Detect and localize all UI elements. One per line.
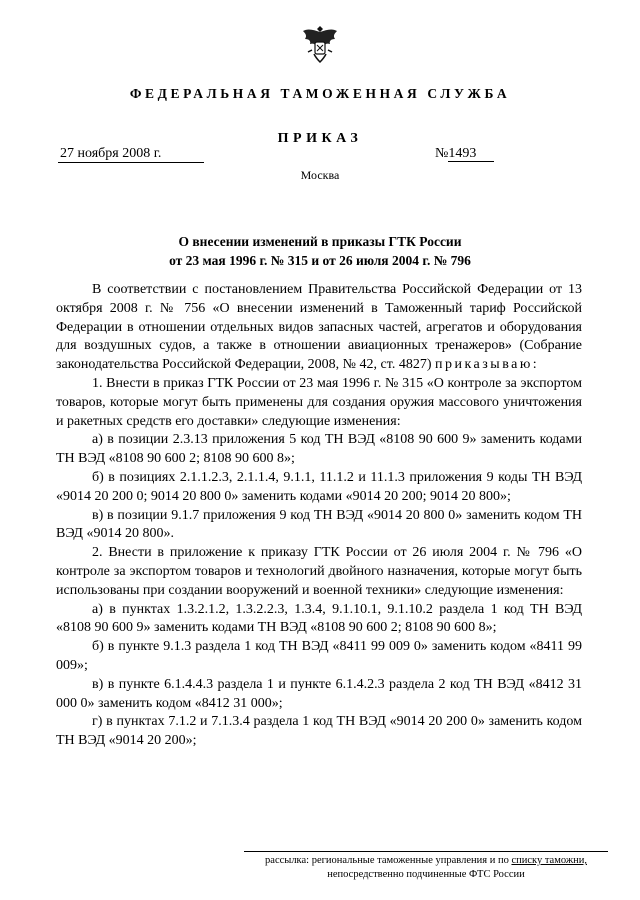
item-2-g: г) в пунктах 7.1.2 и 7.1.3.4 раздела 1 код ТН ВЭД «9014 20 200 0» заменить кодом ТН ВЭД «9014 20 200»; (56, 714, 582, 749)
order-subject (80, 232, 560, 270)
item-1-a: а) в позиции 2.3.13 приложения 5 код ТН ВЭД «8108 90 600 9» заменить кодами ТН ВЭД «8108 90 600 2; 8108 90 600 8»; (56, 432, 582, 467)
subject-line-2: от 23 мая 1996 г. № 315 и от 26 июля 2004 г. № 796 (169, 253, 471, 268)
item-2-b: б) в пункте 9.1.3 раздела 1 код ТН ВЭД «8411 99 009 0» заменить кодом «8411 99 009»; (56, 639, 582, 673)
distribution-line-1 (244, 854, 608, 868)
distribution-note (244, 854, 608, 882)
distribution-line-2: непосредственно подчиненные ФТС России (327, 869, 525, 880)
item-2: 2. Внести в приложение к приказу ГТК России от 26 июля 2004 г. № 796 «О контроле за экспортом товаров и технологий двойного назначения, которые могут быть использованы при создании вооружений и военной техники» следующие изменения: (56, 545, 582, 598)
order-body (56, 281, 582, 751)
city: Москва (300, 168, 340, 182)
order-word: приказываю: (434, 357, 540, 373)
distribution-link: списку таможни, (511, 855, 587, 866)
document-type: ПРИКАЗ (277, 131, 363, 146)
order-number-value: 1493 (448, 146, 494, 162)
item-1: 1. Внести в приказ ГТК России от 23 мая 1996 г. № 315 «О контроле за экспортом товаров, которые могут быть применены для создания оружия массового уничтожения и ракетных средств его доставки» следующие изменения: (56, 375, 582, 429)
item-1-b: б) в позициях 2.1.1.2.3, 2.1.1.4, 9.1.1, 11.1.2 и 11.1.3 приложения 9 коды ТН ВЭД «9014 20 200 0; 9014 20 800 0» заменить кодами «9014 20 200; 9014 20 800»; (56, 469, 582, 504)
item-2-v: в) в пункте 6.1.4.4.3 раздела 1 и пункте 6.1.4.2.3 раздела 2 код ТН ВЭД «8412 31 000 0» заменить кодом «8412 31 000»; (56, 676, 582, 711)
item-2-a: а) в пунктах 1.3.2.1.2, 1.3.2.2.3, 1.3.4, 9.1.10.1, 9.1.10.2 раздела 1 код ТН ВЭД «8108 90 600 9» заменить кодами ТН ВЭД «8108 90 600 2; 8108 90 600 8»; (56, 601, 582, 636)
distribution-prefix: рассылка: региональные таможенные управления и по (265, 855, 509, 866)
preamble-paragraph (56, 281, 582, 375)
preamble-text: В соответствии с постановлением Правительства Российской Федерации от 13 октября 2008 г. № 756 «О внесении изменений в Таможенный тариф Российской Федерации в отношении отдельных видов запасных частей, агрегатов и оборудования для воздушных судов, а также в отношении авиационных тренажеров» (Собрание законодательства Российской Федерации, 2008, № 42, ст. 4827) (56, 282, 582, 373)
footer-divider (244, 851, 608, 852)
agency-name: ФЕДЕРАЛЬНАЯ ТАМОЖЕННАЯ СЛУЖБА (129, 86, 511, 101)
order-date: 27 ноября 2008 г. (58, 146, 204, 163)
order-number (435, 146, 494, 162)
item-1-v: в) в позиции 9.1.7 приложения 9 код ТН ВЭД «9014 20 800 0» заменить кодом ТН ВЭД «9014 20 800». (56, 507, 582, 542)
order-number-prefix: № (435, 146, 449, 161)
coat-of-arms-icon (300, 22, 340, 66)
subject-line-1: О внесении изменений в приказы ГТК России (178, 234, 462, 249)
